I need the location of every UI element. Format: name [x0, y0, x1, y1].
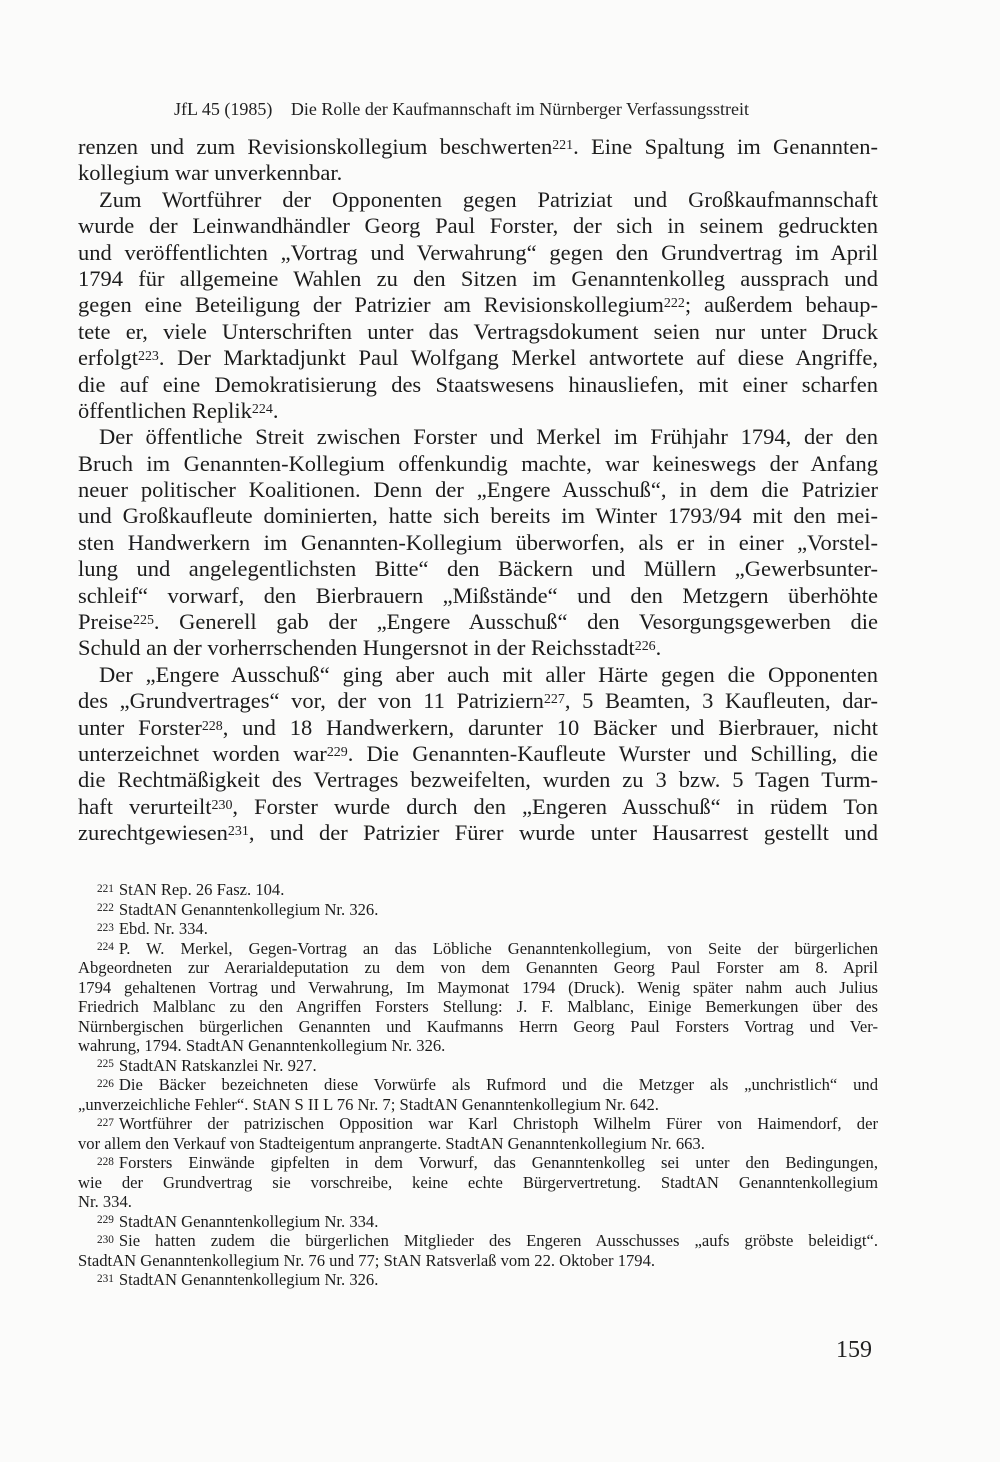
text-segment: die Rechtmäßigkeit des Vertrages bezweifelten, wurden zu 3 bzw. 5 Tagen Turm- [78, 767, 878, 793]
footnote-number: 231 [97, 1272, 114, 1285]
text-line [78, 794, 878, 820]
footnote-text: StadtAN Genanntenkollegium Nr. 334. [118, 1211, 379, 1231]
text-segment: . Die Genannten-Kaufleute Wurster und Schilling, die [347, 740, 878, 766]
text-segment: Bruch im Genannten-Kollegium offenkundig machte, war keineswegs der Anfang [78, 450, 878, 476]
text-line [78, 662, 878, 688]
text-segment: , 5 Beamten, 3 Kaufleuten, dar- [564, 688, 878, 714]
running-header [174, 97, 749, 121]
footnote-line [78, 900, 878, 920]
footnote-number: 227 [97, 1116, 114, 1129]
footnote-reference: 229 [326, 745, 348, 761]
text-segment: 1794 für allgemeine Wahlen zu den Sitzen im Genanntenkolleg aussprach und [78, 265, 878, 291]
footnote-text: 1794 gehaltenen Vortrag und Verwahrung, Im Maymonat 1794 (Druck). Wenig später nahm auch Julius [78, 977, 878, 997]
text-line [78, 688, 878, 714]
footnote-number: 225 [97, 1058, 114, 1071]
text-segment: neuer politischer Koalitionen. Denn der „Engere Ausschuß“, in dem die Patrizier [78, 477, 878, 503]
text-line [78, 398, 878, 424]
text-line [78, 635, 878, 661]
footnote-text: wahrung, 1794. StadtAN Genanntenkollegium Nr. 326. [78, 1036, 446, 1055]
text-segment: Preise [78, 609, 133, 635]
footnote-line [78, 1036, 878, 1056]
footnote-reference: 224 [251, 402, 273, 418]
footnote-text: wie der Grundvertrag sie vorschreibe, keine echte Bürgervertretung. StadtAN Genanntenkollegium [78, 1172, 878, 1192]
text-segment: und Großkaufleute dominierten, hatte sich bereits im Winter 1793/94 mit den mei- [78, 503, 878, 529]
footnote-reference: 227 [543, 692, 565, 708]
footnote-line [78, 997, 878, 1017]
text-segment: die auf eine Demokratisierung des Staatswesens hinausliefen, mit einer scharfen [78, 371, 878, 397]
footnote-reference: 221 [552, 138, 574, 154]
footnote-number: 222 [97, 902, 114, 915]
text-segment: tete er, viele Unterschriften unter das Vertragsdokument seien nur unter Druck [78, 318, 878, 344]
text-segment: lung und angelegentlichsten Bitte“ den Bäckern und Müllern „Gewerbsunter- [78, 556, 878, 582]
text-line [78, 134, 878, 160]
text-line [78, 319, 878, 345]
text-line [78, 372, 878, 398]
text-line [78, 292, 878, 318]
footnote-text: Sie hatten zudem die bürgerlichen Mitglieder des Engeren Ausschusses „aufs gröbste beleidigt“. [118, 1231, 878, 1250]
footnote-line [78, 958, 878, 978]
text-segment: renzen und zum Revisionskollegium beschwerten [78, 134, 553, 159]
footnote-text: StAN Rep. 26 Fasz. 104. [118, 880, 285, 899]
text-segment: sten Handwerkern im Genannten-Kollegium überworfen, als er in einer „Vorstel- [78, 529, 878, 555]
main-text [78, 134, 878, 847]
text-segment: zurechtgewiesen [78, 820, 228, 846]
footnote-number: 226 [97, 1077, 114, 1090]
footnotes [78, 880, 878, 1290]
footnote-text: Friedrich Malblanc zu den Angriffen Forsters Stellung: J. F. Malblanc, Einige Bemerkungen über des [78, 997, 878, 1016]
text-line [78, 187, 878, 213]
footnote-line [78, 978, 878, 998]
footnote-number: 228 [97, 1155, 114, 1168]
footnote-line [78, 1173, 878, 1193]
text-line [78, 583, 878, 609]
footnote-number: 223 [97, 921, 114, 934]
footnote-line [78, 1075, 878, 1095]
text-line [78, 767, 878, 793]
footnote-number: 229 [97, 1214, 114, 1227]
text-line [78, 424, 878, 450]
footnote-text: StadtAN Genanntenkollegium Nr. 326. [118, 899, 379, 919]
footnote-line [78, 1212, 878, 1232]
text-line [78, 503, 878, 529]
page-number: 159 [836, 1337, 872, 1363]
footnote-reference: 223 [137, 349, 159, 365]
footnote-text: Wortführer der patrizischen Opposition war Karl Christoph Wilhelm Fürer von Haimendorf, der [118, 1114, 878, 1133]
footnote-reference: 225 [133, 613, 154, 629]
text-segment: gegen eine Beteiligung der Patrizier am Revisionskollegium [78, 292, 664, 318]
text-segment: unter Forster [78, 714, 202, 740]
text-line [78, 160, 878, 186]
footnote-text: StadtAN Genanntenkollegium Nr. 326. [118, 1270, 379, 1289]
footnote-line [78, 1153, 878, 1173]
text-line [78, 240, 878, 266]
text-segment: , und 18 Handwerkern, darunter 10 Bäcker und Bierbrauer, nicht [222, 714, 878, 740]
text-line [78, 609, 878, 635]
text-segment: . Der Marktadjunkt Paul Wolfgang Merkel antwortete auf diese Angriffe, [158, 345, 878, 371]
footnote-line [78, 1251, 878, 1271]
footnote-line [78, 1270, 878, 1290]
footnote-line [78, 1095, 878, 1115]
text-segment: Zum Wortführer der Opponenten gegen Patriziat und Großkaufmannschaft [99, 186, 878, 212]
footnote-text: StadtAN Genanntenkollegium Nr. 76 und 77; StAN Ratsverlaß vom 22. Oktober 1794. [78, 1250, 656, 1270]
footnote-line [78, 1017, 878, 1037]
text-segment: des „Grundvertrages“ vor, der von 11 Patriziern [78, 688, 544, 714]
text-segment: , Forster wurde durch den „Engeren Ausschuß“ in rüdem Ton [232, 793, 878, 819]
footnote-line [78, 919, 878, 939]
footnote-reference: 226 [634, 639, 656, 655]
text-segment: erfolgt [78, 345, 138, 371]
text-segment: schleif“ vorwarf, den Bierbrauern „Mißstände“ und den Metzgern überhöhte [78, 582, 878, 608]
footnote-text: Nr. 334. [78, 1192, 132, 1211]
text-line [78, 715, 878, 741]
footnote-line [78, 1192, 878, 1212]
text-segment: . [272, 397, 279, 423]
text-line [78, 266, 878, 292]
text-segment: haft verurteilt [78, 793, 212, 819]
running-title: Die Rolle der Kaufmannschaft im Nürnberger Verfassungsstreit [290, 99, 750, 119]
footnote-text: Nürnbergischen bürgerlichen Genannten und Kaufmanns Herrn Georg Paul Forsters Vortrag und Ver- [78, 1016, 878, 1036]
text-line [78, 477, 878, 503]
footnote-line [78, 1231, 878, 1251]
footnote-text: Abgeordneten zur Aerarialdeputation zu dem von dem Genannten Georg Paul Forster am 8. April [78, 958, 878, 977]
text-line [78, 820, 878, 846]
text-segment: ; außerdem behaup- [684, 292, 878, 318]
footnote-reference: 222 [663, 296, 685, 312]
footnote-text: vor allem den Verkauf von Stadteigentum anprangerte. StadtAN Genanntenkollegium Nr. 663. [78, 1133, 705, 1153]
journal-citation: JfL 45 (1985) [174, 99, 273, 119]
text-segment: . Generell gab der „Engere Ausschuß“ den Vesorgungsgewerben die [153, 609, 878, 635]
text-line [78, 556, 878, 582]
text-segment: und veröffentlichten „Vortrag und Verwahrung“ gegen den Grundvertrag im April [78, 239, 878, 265]
text-segment: öffentlichen Replik [78, 397, 252, 423]
text-segment: kollegium war unverkennbar. [78, 160, 343, 186]
text-segment: . [655, 635, 662, 661]
footnote-text: Forsters Einwände gipfelten in dem Vorwurf, das Genanntenkolleg sei unter den Bedingungen, [118, 1153, 878, 1172]
text-line [78, 213, 878, 239]
text-line [78, 345, 878, 371]
text-segment: . Eine Spaltung im Genannten- [573, 134, 878, 159]
footnote-number: 230 [97, 1233, 114, 1246]
text-line [78, 741, 878, 767]
text-segment: Der öffentliche Streit zwischen Forster und Merkel im Frühjahr 1794, der den [99, 424, 878, 450]
text-segment: Schuld an der vorherrschenden Hungersnot in der Reichsstadt [78, 635, 635, 661]
footnote-line [78, 939, 878, 959]
footnote-text: StadtAN Ratskanzlei Nr. 927. [118, 1055, 317, 1075]
footnote-text: „unverzeichliche Fehler“. StAN S II L 76 Nr. 7; StadtAN Genanntenkollegium Nr. 642. [78, 1094, 659, 1114]
text-segment: unterzeichnet worden war [78, 740, 327, 766]
footnote-number: 221 [97, 882, 114, 895]
footnote-text: P. W. Merkel, Gegen-Vortrag an das Löbliche Genanntenkollegium, von Seite der bürgerlichen [118, 938, 878, 958]
footnote-reference: 230 [211, 797, 233, 813]
footnote-reference: 228 [201, 718, 223, 734]
footnote-line [78, 1134, 878, 1154]
text-line [78, 451, 878, 477]
footnote-reference: 231 [227, 824, 249, 840]
text-segment: , und der Patrizier Fürer wurde unter Hausarrest gestellt und [248, 820, 878, 846]
footnote-line [78, 1114, 878, 1134]
footnote-line [78, 1056, 878, 1076]
footnote-text: Ebd. Nr. 334. [118, 919, 208, 938]
text-segment: Der „Engere Ausschuß“ ging aber auch mit aller Härte gegen die Opponenten [99, 661, 878, 687]
footnote-text: Die Bäcker bezeichneten diese Vorwürfe als Rufmord und die Metzger als „unchristlich“ und [118, 1075, 878, 1094]
footnote-number: 224 [97, 941, 114, 954]
footnote-line [78, 880, 878, 900]
text-segment: wurde der Leinwandhändler Georg Paul Forster, der sich in seinem gedruckten [78, 213, 878, 239]
text-line [78, 530, 878, 556]
